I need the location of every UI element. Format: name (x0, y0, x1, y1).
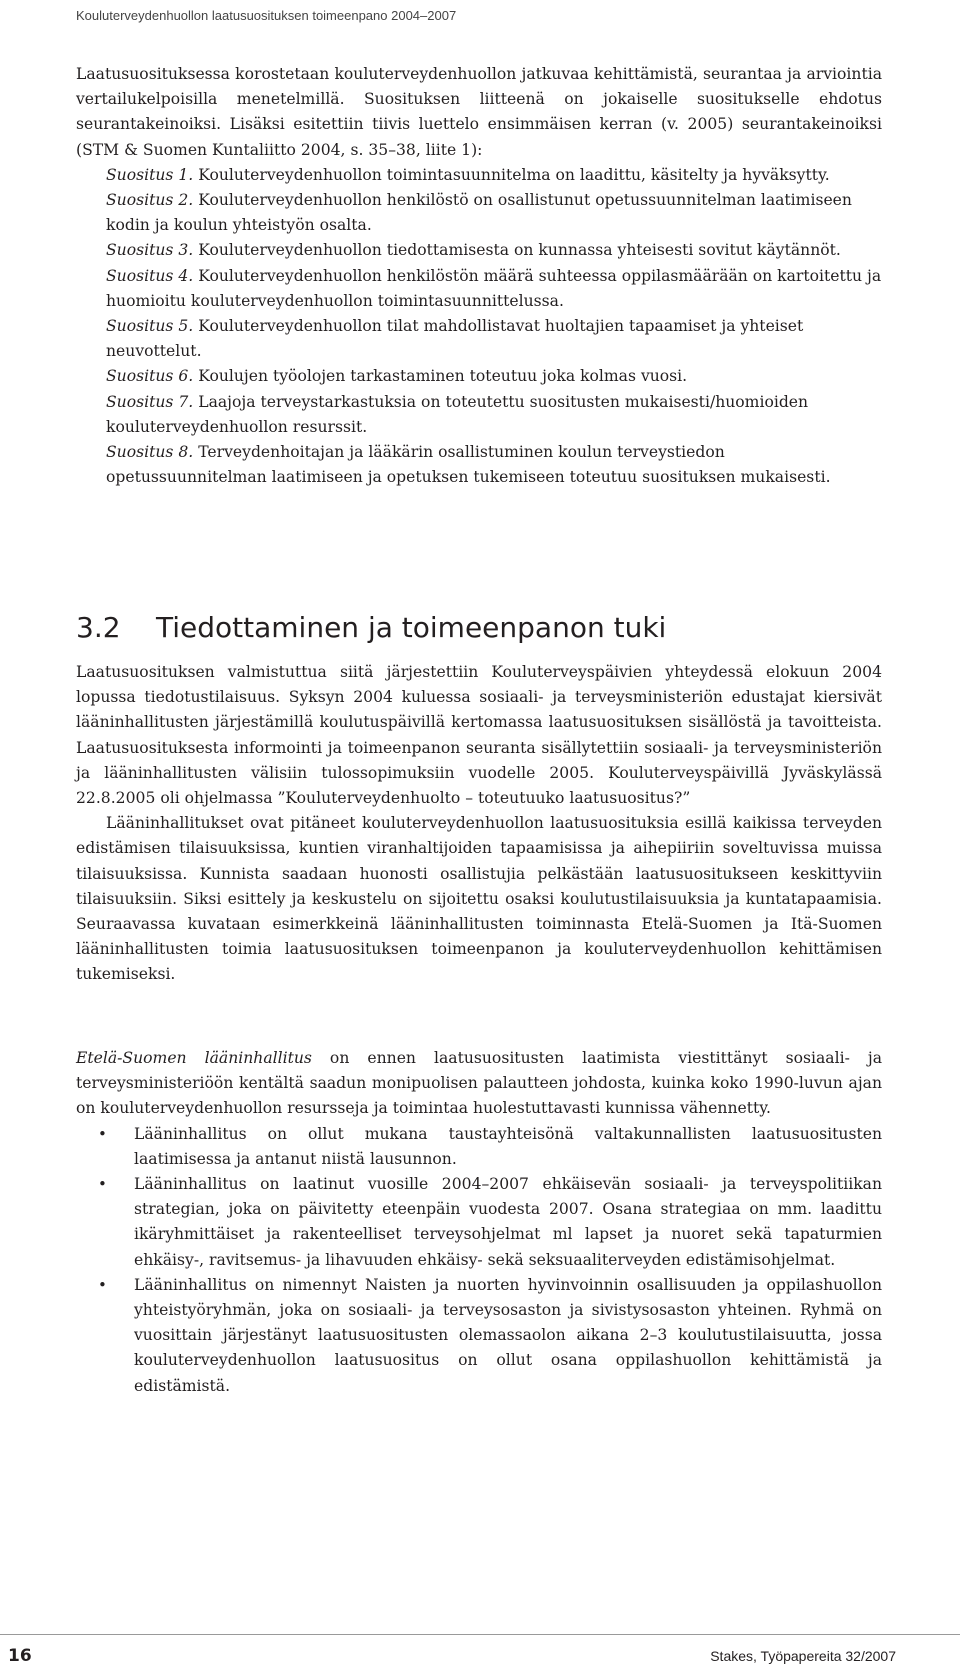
bullet-text: Lääninhallitus on laatinut vuosille 2004–2007 ehkäisevän sosiaali- ja terveyspolitiikan strategian, joka on päivitetty eteenpäin vuodesta 2007. Osana strategiaa on mm. laadittu ikäryhmittäiset ja rakenteelliset terveysohjelmat ml lapset ja nuoret sekä tapaturmien ehkäisy-, ravitsemus- ja lihavuuden ehkäisy- sekä seksuaaliterveyden edistämisohjelmat. (134, 1175, 882, 1269)
etela-intro (76, 1046, 882, 1122)
bullet-text: Lääninhallitus on nimennyt Naisten ja nuorten hyvinvoinnin osallisuuden ja oppilashuollon yhteistyöryhmän, joka on sosiaali- ja terveysosaston ja sivistysosaston yhteinen. Ryhmä on vuosittain järjestänyt laatusuositusten olemassaolon aikana 2–3 koulutustilaisuutta, jossa kouluterveydenhuollon laatusuositus on ollut osana oppilashuollon kehittämistä ja edistämistä. (134, 1275, 882, 1395)
recommendation-item (76, 163, 882, 188)
recommendation-item (76, 440, 882, 490)
section-heading (76, 608, 666, 648)
intro-section (76, 62, 882, 490)
region-name: Etelä-Suomen lääninhallitus (76, 1049, 312, 1067)
recommendation-item (76, 188, 882, 238)
bullet-icon: • (98, 1124, 107, 1143)
recommendation-item (76, 390, 882, 440)
bullet-text: Lääninhallitus on ollut mukana taustayhteisönä valtakunnallisten laatusuositusten laatimisessa ja antanut niistä lausunnon. (134, 1124, 882, 1168)
recommendation-text: Koulujen työolojen tarkastaminen toteutuu joka kolmas vuosi. (193, 367, 688, 386)
footer-source: Stakes, Työpapereita 32/2007 (710, 1648, 896, 1664)
recommendation-text: Terveydenhoitajan ja lääkärin osallistuminen koulun terveystiedon opetussuunnitelman laatimiseen ja opetuksen tukemiseen toteutuu suosituksen mukaisesti. (106, 443, 831, 487)
section-number: 3.2 (76, 611, 121, 644)
page-number: 16 (8, 1646, 32, 1666)
recommendation-label: Suositus 4. (106, 266, 194, 285)
recommendation-text: Kouluterveydenhuollon tilat mahdollistavat huoltajien tapaamiset ja yhteiset neuvottelut. (106, 317, 804, 361)
etela-bullet-list (76, 1122, 882, 1399)
recommendation-label: Suositus 5. (106, 317, 194, 336)
recommendation-text: Laajoja terveystarkastuksia on toteutettu suositusten mukaisesti/huomioiden kouluterveydenhuollon resurssit. (106, 392, 809, 436)
recommendation-item (76, 238, 882, 263)
etela-intro-text: on ennen laatusuositusten laatimista viestittänyt sosiaali- ja terveysministeriöön kentältä saadun monipuolisen palautteen johdosta, kuinka koko 1990-luvun ajan on kouluterveydenhuollon resursseja ja toimintaa huolestuttavasti kunnissa vähennetty. (76, 1049, 883, 1118)
footer-divider (0, 1634, 960, 1635)
recommendation-label: Suositus 7. (106, 392, 194, 411)
section-paragraph: Laatusuosituksen valmistuttua siitä järjestettiin Kouluterveyspäivien yhteydessä elokuun 2004 lopussa tiedotustilaisuus. Syksyn 2004 kuluessa sosiaali- ja terveysministeriön edustajat kiersivät lääninhallitusten järjestämillä koulutuspäivillä kertomassa laatusuosituksen sisällöstä ja tavoitteista. Laatusuosituksesta informointi ja toimeenpanon seuranta sisällytettiin sosiaali- ja terveysministeriön ja lääninhallitusten välisiin tulossopimuksiin vuodelle 2005. Kouluterveyspäivillä Jyväskylässä 22.8.2005 oli ohjelmassa ”Kouluterveydenhuolto – toteutuuko laatusuositus?” (76, 663, 882, 808)
recommendation-label: Suositus 2. (106, 191, 194, 210)
section-paragraph: Lääninhallitukset ovat pitäneet kouluterveydenhuollon laatusuosituksia esillä kaikissa terveyden edistämisen tilaisuuksissa, kuntien viranhaltijoiden tapaamisissa ja aihepiiriin soveltuvissa muissa tilaisuuksissa. Kunnista saadaan huonosti osallistujia pelkästään laatusuositukseen keskittyviin tilaisuuksiin. Siksi esittely ja keskustelu on sijoitettu osaksi koulutustilaisuuksia ja kuntatapaamisia. Seuraavassa kuvataan esimerkkeinä lääninhallitusten toiminnasta Etelä-Suomen ja Itä-Suomen lääninhallitusten toimia laatusuosituksen toimeenpanon ja kouluterveydenhuollon kehittämisen tukemiseksi. (76, 814, 882, 984)
section-title: Tiedottaminen ja toimeenpanon tuki (156, 611, 667, 644)
bullet-item (76, 1122, 882, 1172)
recommendation-label: Suositus 6. (106, 367, 194, 386)
recommendation-list (76, 163, 882, 491)
recommendation-item (76, 364, 882, 389)
recommendation-label: Suositus 1. (106, 165, 194, 184)
recommendation-text: Kouluterveydenhuollon tiedottamisesta on kunnassa yhteisesti sovitut käytännöt. (193, 241, 841, 260)
bullet-item (76, 1273, 882, 1399)
intro-paragraph: Laatusuosituksessa korostetaan kouluterveydenhuollon jatkuvaa kehittämistä, seurantaa ja arviointia vertailukelpoisilla menetelmillä. Suosituksen liitteenä on jokaiselle suositukselle ehdotus seurantakeinoiksi. Lisäksi esitettiin tiivis luettelo ensimmäisen kerran (v. 2005) seurantakeinoiksi (STM & Suomen Kuntaliitto 2004, s. 35–38, liite 1): (76, 65, 882, 159)
recommendation-label: Suositus 3. (106, 241, 194, 260)
bullet-icon: • (98, 1275, 107, 1294)
section-body (76, 660, 882, 988)
recommendation-item (76, 314, 882, 364)
etela-suomen-section (76, 1046, 882, 1399)
recommendation-label: Suositus 8. (106, 443, 194, 462)
recommendation-text: Kouluterveydenhuollon henkilöstön määrä suhteessa oppilasmäärään on kartoitettu ja huomioitu kouluterveydenhuollon toimintasuunnittelussa. (106, 266, 882, 310)
running-header: Kouluterveydenhuollon laatusuosituksen toimeenpano 2004–2007 (76, 8, 457, 23)
bullet-icon: • (98, 1175, 107, 1194)
bullet-item (76, 1172, 882, 1273)
recommendation-text: Kouluterveydenhuollon henkilöstö on osallistunut opetussuunnitelman laatimiseen kodin ja koulun yhteistyön osalta. (106, 191, 852, 235)
recommendation-item (76, 264, 882, 314)
recommendation-text: Kouluterveydenhuollon toimintasuunnitelma on laadittu, käsitelty ja hyväksytty. (193, 165, 830, 184)
